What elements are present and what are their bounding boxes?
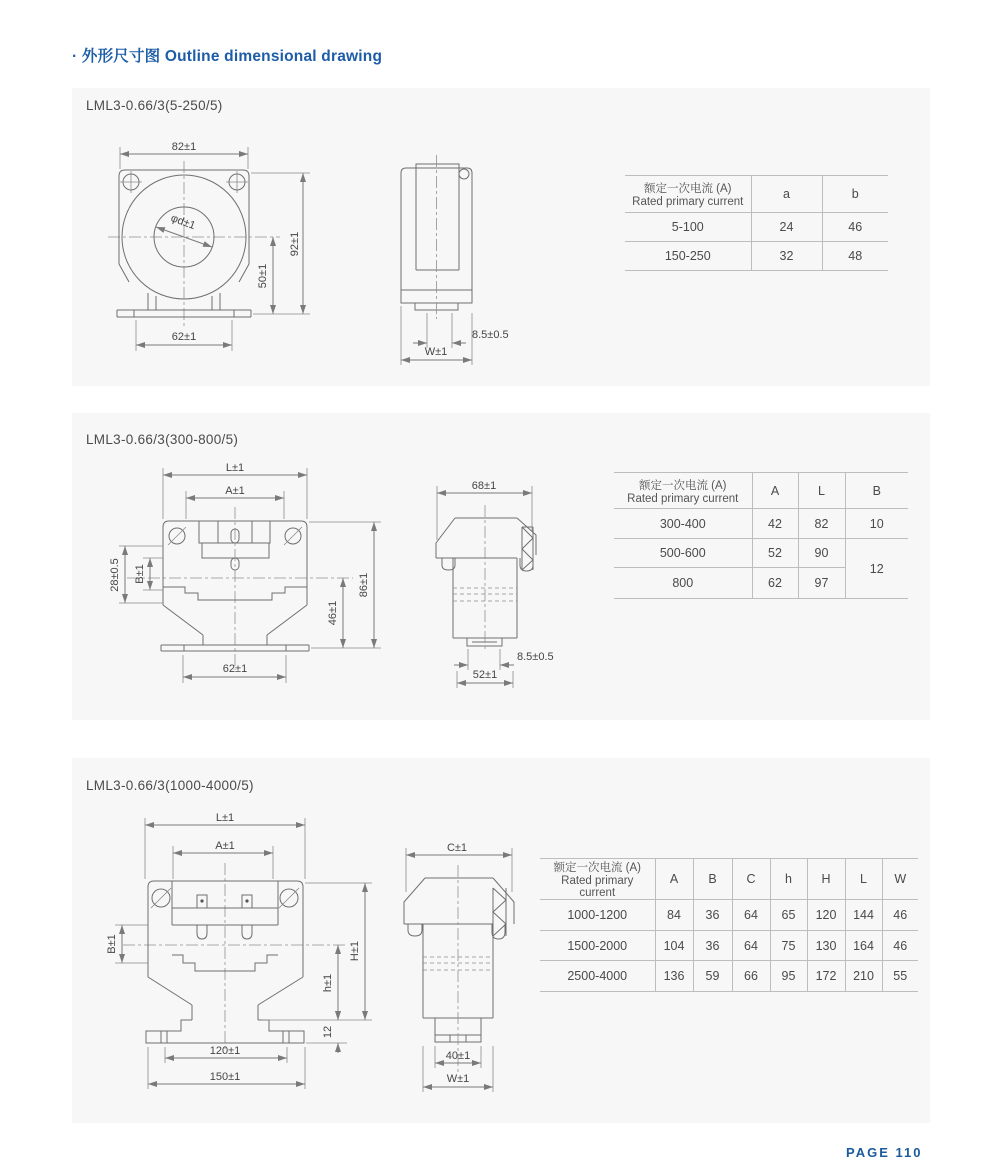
model-label-3: LML3-0.66/3(1000-4000/5): [86, 778, 254, 793]
page-title: · 外形尺寸图 Outline dimensional drawing: [72, 48, 383, 65]
table-row: [540, 961, 918, 992]
cell-H: 130: [807, 931, 845, 961]
dim-label-H: H±1: [349, 940, 361, 962]
dim-label-A: A±1: [215, 840, 235, 852]
col-header-W: W: [882, 859, 918, 900]
dim-label-68: 68±1: [471, 480, 497, 492]
cell-current: 800: [614, 568, 752, 599]
dim-label-W: W±1: [446, 1073, 470, 1085]
cell-L: 82: [798, 509, 845, 539]
dimensions: [401, 306, 509, 365]
section-panel-1: [72, 88, 930, 386]
cell-L: 144: [845, 900, 882, 931]
cell-A: 52: [752, 539, 798, 568]
dimensions: [106, 812, 372, 1089]
dim-label-C: C±1: [446, 842, 468, 854]
dim-label-height: 92±1: [289, 231, 301, 257]
centerlines: [108, 161, 280, 327]
dim-label-86: 86±1: [358, 572, 370, 598]
cell-L: 97: [798, 568, 845, 599]
col-header-b: b: [822, 176, 888, 213]
side-view-drawing-2: [425, 465, 575, 695]
dim-label-120: 120±1: [209, 1045, 241, 1057]
cell-a: 24: [751, 213, 822, 242]
cell-current: 150-250: [625, 242, 751, 271]
col-header-L: L: [845, 859, 882, 900]
section-panel-2: [72, 413, 930, 720]
body-outline: [404, 878, 514, 1042]
dim-label-28: 28±0.5: [109, 558, 121, 592]
dim-label-B: B±1: [106, 934, 118, 954]
cell-C: 64: [732, 931, 770, 961]
col-header-L: L: [798, 473, 845, 509]
cell-L: 164: [845, 931, 882, 961]
dim-label-A: A±1: [225, 485, 245, 497]
dim-label-slot: 8.5±0.5: [472, 329, 509, 341]
cell-current: 1500-2000: [540, 931, 655, 961]
dim-label-top-width: 82±1: [171, 141, 197, 153]
dim-label-52: 52±1: [472, 669, 498, 681]
cell-current: 300-400: [614, 509, 752, 539]
model-label-1: LML3-0.66/3(5-250/5): [86, 98, 223, 113]
dim-label-hole: φd±1: [169, 212, 198, 233]
cell-B: 36: [693, 900, 732, 931]
dim-label-40: 40±1: [445, 1050, 471, 1062]
dim-label-12: 12: [322, 1025, 334, 1039]
col-header-A: A: [655, 859, 693, 900]
col-header-a: a: [751, 176, 822, 213]
cell-h: 65: [770, 900, 807, 931]
section-panel-3: [72, 758, 930, 1123]
table-row: [614, 539, 908, 568]
spec-table-3: [540, 858, 918, 992]
col-header-h: h: [770, 859, 807, 900]
spec-table-2: [614, 472, 908, 599]
dim-label-150: 150±1: [209, 1071, 241, 1083]
dim-label-L: L±1: [225, 462, 245, 474]
table-row: [625, 213, 888, 242]
model-label-2: LML3-0.66/3(300-800/5): [86, 432, 239, 447]
table-row: [540, 931, 918, 961]
dim-label-slot: 8.5±0.5: [517, 651, 554, 663]
dimensions: [109, 462, 381, 683]
side-view-drawing-1: [388, 143, 540, 368]
dim-label-46: 46±1: [327, 600, 339, 626]
cell-L: 210: [845, 961, 882, 992]
front-view-drawing-3: [95, 812, 380, 1097]
cell-current: 500-600: [614, 539, 752, 568]
spec-table-1: [625, 175, 888, 271]
dim-label-inner-height: 50±1: [257, 263, 269, 289]
cell-b: 46: [822, 213, 888, 242]
front-view-drawing-2: [105, 462, 390, 693]
cell-C: 64: [732, 900, 770, 931]
col-header-C: C: [732, 859, 770, 900]
dim-label-width: W±1: [424, 346, 448, 358]
col-header-B: B: [845, 473, 908, 509]
cell-a: 32: [751, 242, 822, 271]
cell-B: 36: [693, 931, 732, 961]
cell-current: 5-100: [625, 213, 751, 242]
cell-b: 48: [822, 242, 888, 271]
cell-current: 1000-1200: [540, 900, 655, 931]
cell-B-merged: 12: [845, 539, 908, 599]
side-view-drawing-3: [392, 832, 542, 1094]
dimensions: [406, 842, 512, 1092]
dim-label-62: 62±1: [222, 663, 248, 675]
col-header-B: B: [693, 859, 732, 900]
table-row: [614, 509, 908, 539]
cell-h: 75: [770, 931, 807, 961]
cell-A: 42: [752, 509, 798, 539]
col-header-current: 额定一次电流 (A) Rated primary current: [614, 473, 752, 509]
front-view-drawing-1: [100, 133, 315, 361]
cell-A: 104: [655, 931, 693, 961]
col-header-A: A: [752, 473, 798, 509]
dimensions: [437, 480, 554, 688]
dim-label-bottom-width: 62±1: [171, 331, 197, 343]
cell-B: 10: [845, 509, 908, 539]
centerlines: [123, 863, 347, 1050]
dimensions: [120, 141, 310, 351]
col-header-current: 额定一次电流 (A) Rated primary current: [625, 176, 751, 213]
cell-h: 95: [770, 961, 807, 992]
col-header-current: 额定一次电流 (A) Rated primary current: [540, 859, 655, 900]
cell-A: 62: [752, 568, 798, 599]
body-outline: [436, 518, 536, 646]
cell-H: 172: [807, 961, 845, 992]
cell-A: 84: [655, 900, 693, 931]
col-header-H: H: [807, 859, 845, 900]
cell-C: 66: [732, 961, 770, 992]
dim-label-L: L±1: [215, 812, 235, 824]
cell-A: 136: [655, 961, 693, 992]
cell-B: 59: [693, 961, 732, 992]
dim-label-h: h±1: [322, 973, 334, 993]
cell-W: 46: [882, 900, 918, 931]
table-row: [540, 900, 918, 931]
cell-W: 55: [882, 961, 918, 992]
cell-L: 90: [798, 539, 845, 568]
dim-label-B: B±1: [134, 564, 146, 584]
cell-H: 120: [807, 900, 845, 931]
table-row: [625, 242, 888, 271]
page-number: PAGE 110: [846, 1145, 923, 1160]
cell-current: 2500-4000: [540, 961, 655, 992]
cell-W: 46: [882, 931, 918, 961]
